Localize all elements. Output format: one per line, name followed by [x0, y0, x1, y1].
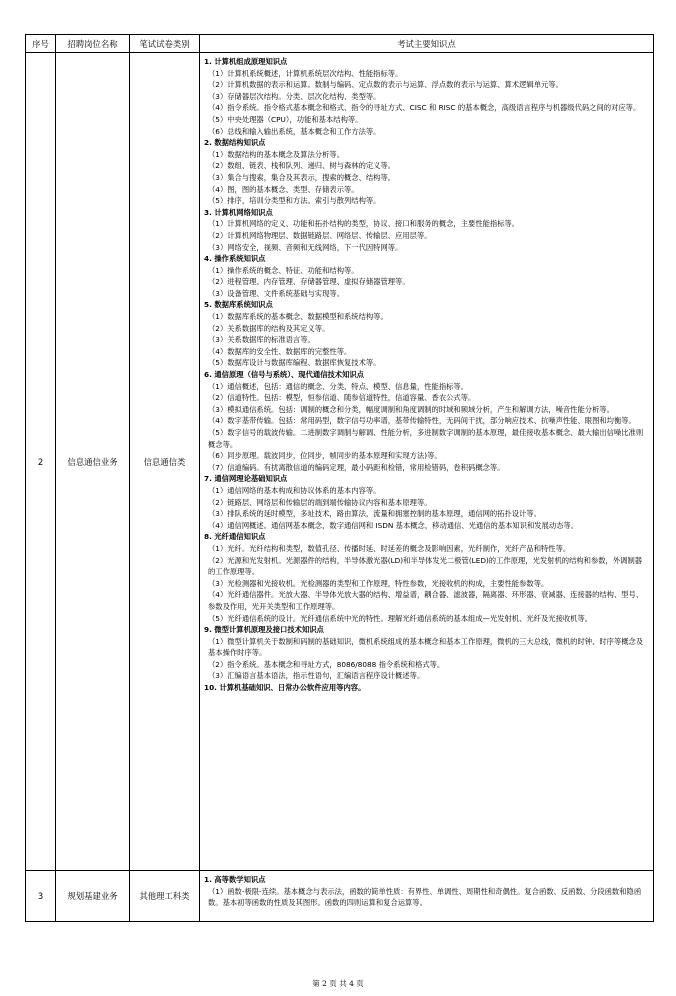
section-title: 5. 数据库系统知识点 — [204, 300, 273, 310]
knowledge-item: （3）关系数据库的标准语言等。 — [208, 335, 315, 345]
knowledge-item: （4）指令系统。指令格式基本概念和格式、指令的寻址方式、CISC 和 RISC 的基本概念，高级语言程序与机器级代码之间的对应等。 — [208, 103, 641, 113]
knowledge-item: （1）微型计算机关于数制和码制的基础知识，微机系统组成的基本概念和基本工作原理，微机的三大总线，微机的时钟、时序等概念及基本操作时序等。 — [208, 636, 644, 658]
section-title: 2. 数据结构知识点 — [204, 138, 266, 148]
knowledge-item: （2）关系数据库的结构及其定义等。 — [208, 323, 330, 333]
header-category: 笔试试卷类别 — [130, 35, 200, 53]
knowledge-item: （3）存储器层次结构。分类、层次化结构、类型等。 — [208, 91, 381, 101]
knowledge-item: （2）计算机数据的表示和运算。数制与编码、定点数的表示与运算、浮点数的表示与运算、算术逻辑单元等。 — [208, 80, 563, 90]
row-number: 2 — [26, 53, 56, 871]
knowledge-item: （4）光纤通信器件。光放大器、半导体光放大器的结构、增益谱，耦合器、滤波器，隔离器、环形器、衰减器、连接器的结构、型号、参数及作用，光开关类型和工作原理等。 — [208, 590, 644, 611]
section-title: 1. 计算机组成原理知识点 — [204, 57, 288, 66]
knowledge-item: （1）数据库系统的基本概念、数据模型和系统结构等。 — [208, 312, 388, 322]
header-row — [26, 35, 654, 53]
section-title: 9. 微型计算机原理及接口技术知识点 — [204, 625, 324, 635]
section-title: 7. 通信网理论基础知识点 — [204, 474, 288, 484]
knowledge-item: （3）模拟通信系统。包括：调制的概念和分类，幅度调制和角度调制的时域和频域分析，产生和解调方法，噪音性能分析等。 — [208, 404, 614, 414]
knowledge-item: （1）函数-极限-连续。基本概念与表示法，函数的简单性质：有界性、单调性、周期性和奇偶性。复合函数、反函数、分段函数和隐函数。基本初等函数的性质及其图形。函数的四则运算和复合运算等。 — [208, 886, 642, 908]
exam-category: 其他理工科类 — [130, 871, 200, 922]
header-no: 序号 — [26, 35, 56, 53]
knowledge-item: （4）通信网概述。通信网基本概念，数字通信网和 ISDN 基本概念，移动通信、光通信的基本知识和发展动态等。 — [208, 520, 579, 530]
position-name: 信息通信业务 — [56, 53, 130, 871]
knowledge-item: （3）汇编语言基本语法，指示性语句，汇编语言程序设计概述等。 — [208, 671, 425, 681]
knowledge-item: （2）光源和光发射机。光源器件的结构，半导体激光器(LD)和半导体发光二极管(LED)的工作原理，光发射机的结构和参数，外调制器的工作原理等。 — [208, 555, 643, 577]
knowledge-item: （2）信道特性。包括：模型，恒参信道、随参信道特性，信道容量、香农公式等。 — [208, 393, 476, 403]
knowledge-item: （1）通信网络的基本构成和协议体系的基本内容等。 — [208, 485, 381, 495]
knowledge-item: （3）排队系统的延时模型，多址技术，路由算法，流量和拥塞控制的基本原理，通信网的拓扑设计等。 — [208, 509, 541, 519]
knowledge-item: （4）数字基带传输。包括：常用码型，数字信号功率谱，基带传输特性，无码间干扰，部分响应技术、抗噪声性能、眼图和均衡等。 — [208, 416, 636, 426]
page-footer: 第 2 页 共 4 页 — [312, 979, 364, 988]
knowledge-item: （2）数组、链表、栈和队列、递归、树与森林的定义等。 — [208, 161, 396, 171]
section-title: 3. 计算机网络知识点 — [204, 207, 273, 217]
knowledge-item: （3）光检测器和光接收机。光检测器的类型和工作原理，特性参数，光接收机的构成，主要性能参数等。 — [208, 578, 549, 588]
header-position: 招聘岗位名称 — [56, 35, 130, 53]
knowledge-item: （3）网络安全，视频、音频和无线网络，下一代因特网等。 — [208, 242, 403, 252]
knowledge-points — [200, 53, 654, 871]
section-title: 1. 高等数学知识点 — [204, 875, 266, 884]
knowledge-item: （1）操作系统的概念、特征、功能和结构等。 — [208, 265, 359, 275]
section-title: 4. 操作系统知识点 — [204, 254, 266, 264]
section-title: 8. 光纤通信知识点 — [204, 532, 266, 542]
knowledge-item: （5）中央处理器（CPU），功能和基本结构等。 — [208, 114, 363, 124]
knowledge-item: （1）计算机网络的定义、功能和拓扑结构的类型，协议、接口和服务的概念，主要性能指标等。 — [208, 219, 520, 229]
knowledge-item: （1）数据结构的基本概念及算法分析等。 — [208, 149, 344, 159]
table-row — [26, 53, 654, 871]
section-title: 6. 通信原理（信号与系统）、现代通信技术知识点 — [204, 370, 364, 380]
knowledge-item: （4）图，图的基本概念、类型、存储表示等。 — [208, 184, 359, 194]
knowledge-item: （7）信道编码。有扰离散信道的编码定理，最小码距和检错，常用检错码，卷积码概念等。 — [208, 462, 505, 472]
section-title: 10. 计算机基础知识、日常办公软件应用等内容。 — [204, 683, 366, 693]
knowledge-item: （5）数据库设计与数据库编程、数据库恢复技术等。 — [208, 358, 381, 368]
knowledge-item: （3）集合与搜索，集合及其表示，搜索的概念、结构等。 — [208, 172, 396, 182]
knowledge-item: （5）排序，培训分类型和方法。索引与散列结构等。 — [208, 196, 381, 206]
position-name: 规划基建业务 — [56, 871, 130, 922]
knowledge-item: （2）进程管理、内存管理、存储器管理、虚拟存储器管理等。 — [208, 277, 410, 287]
knowledge-item: （4）数据库的安全性、数据库的完整性等。 — [208, 346, 352, 356]
knowledge-item: （2）链路层、网络层和传输层的端到端传输协议内容和基本原理等。 — [208, 497, 432, 507]
row-number: 3 — [26, 871, 56, 922]
table-row — [26, 871, 654, 922]
header-knowledge: 考试主要知识点 — [200, 35, 654, 53]
knowledge-table — [25, 34, 654, 922]
knowledge-item: （2）计算机网络物理层、数据链路层、网络层、传输层、应用层等。 — [208, 230, 432, 240]
knowledge-item: （2）指令系统。基本概念和寻址方式，8086/8088 指令系统和格式等。 — [208, 659, 445, 669]
knowledge-item: （6）同步原理。载波同步，位同步，帧同步的基本原理和实现方法)等。 — [208, 451, 442, 461]
knowledge-item: （1）计算机系统概述，计算机系统层次结构、性能指标等。 — [208, 68, 403, 78]
exam-category: 信息通信类 — [130, 53, 200, 871]
knowledge-item: （1）通信概述，包括：通信的概念、分类、特点、模型、信息量，性能指标等。 — [208, 381, 469, 391]
knowledge-item: （5）数字信号的载波传输。二进制数字调制与解调、性能分析，多进制数字调制的基本原理，最佳接收基本概念、最大输出信噪比准则概念等。 — [208, 428, 644, 449]
knowledge-item: （3）设备管理、文件系统基础与实现等。 — [208, 288, 344, 298]
knowledge-item: （5）光纤通信系统的设计。光纤通信系统中光的特性。理解光纤通信系统的基本组成—光发射机、光纤及光接收机等。 — [208, 613, 593, 623]
knowledge-item: （1）光纤。光纤结构和类型，数值孔径、传播时延、时延差的概念及影响因素，光纤制作，光纤产品和特性等。 — [208, 543, 571, 553]
knowledge-item: （6）总线和输入输出系统，基本概念和工作方法等。 — [208, 126, 381, 136]
knowledge-points — [200, 871, 654, 922]
